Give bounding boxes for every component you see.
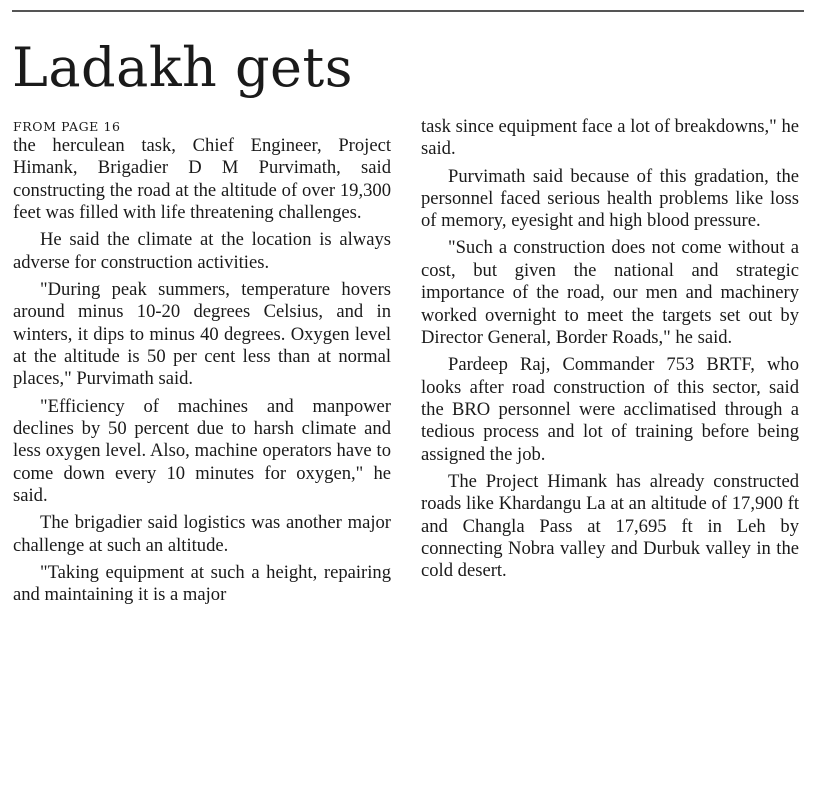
paragraph: "Such a construction does not come without a cost, but given the national and strategic importance of the road, our men and machinery worked overnight to meet the targets set out by Director General, Border Roads," he said. — [421, 237, 799, 349]
paragraph: task since equipment face a lot of breakdowns," he said. — [421, 116, 799, 160]
article-column-right — [421, 116, 799, 588]
paragraph: "Efficiency of machines and manpower declines by 50 percent due to harsh climate and less oxygen level. Also, machine operators have to come down every 10 minutes for oxygen," he said. — [13, 395, 391, 507]
headline: Ladakh gets — [12, 36, 353, 99]
top-rule — [12, 10, 804, 12]
paragraph: Purvimath said because of this gradation, the personnel faced serious health problems like loss of memory, eyesight and high blood pressure. — [421, 165, 799, 232]
paragraph: The brigadier said logistics was another major challenge at such an altitude. — [13, 512, 391, 556]
continued-from-kicker: FROM PAGE 16 — [13, 119, 121, 134]
paragraph: Pardeep Raj, Commander 753 BRTF, who looks after road construction of this sector, said the BRO personnel were acclimatised through a tedious process and lot of training before being assigned the job. — [421, 354, 799, 465]
paragraph: "Taking equipment at such a height, repairing and maintaining it is a major — [13, 561, 391, 606]
article-column-left — [13, 119, 391, 611]
paragraph: He said the climate at the location is always adverse for construction activities. — [13, 229, 391, 273]
paragraph: the herculean task, Chief Engineer, Project Himank, Brigadier D M Purvimath, said constructing the road at the altitude of over 19,300 feet was filled with life threatening challenges. — [13, 135, 391, 224]
paragraph: The Project Himank has already constructed roads like Khardangu La at an altitude of 17,900 ft and Changla Pass at 17,695 ft in Leh by connecting Nobra valley and Durbuk valley in the cold desert. — [421, 470, 799, 582]
paragraph: "During peak summers, temperature hovers around minus 10-20 degrees Celsius, and in winters, it dips to minus 40 degrees. Oxygen level at the altitude is 50 per cent less than at normal places," Purvimath said. — [13, 278, 391, 390]
